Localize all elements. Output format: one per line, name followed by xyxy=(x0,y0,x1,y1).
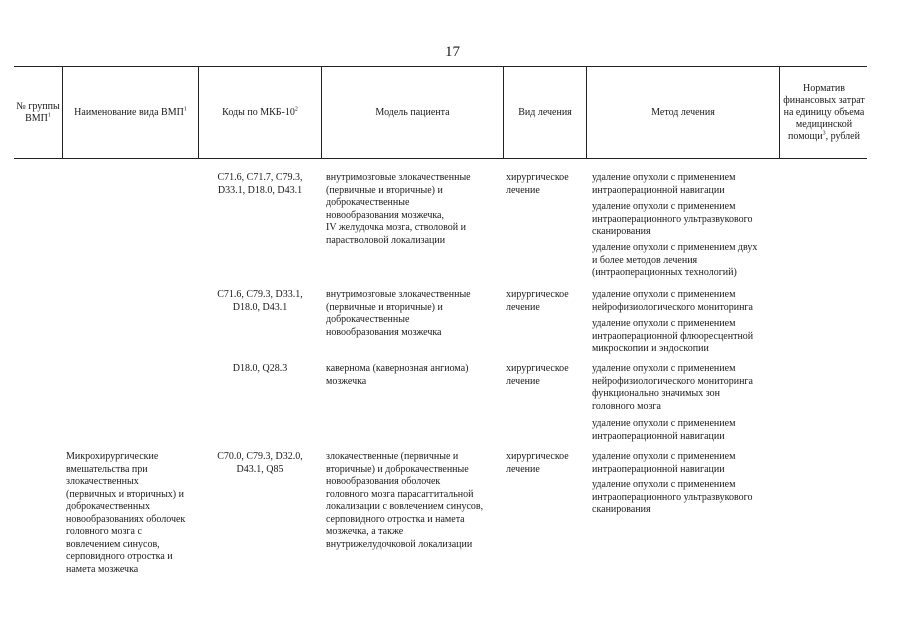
row-1-method-3: удаление опухоли с применением двух и более методов лечения (интраоперационных технологий) xyxy=(592,242,758,278)
header-treatment-type xyxy=(504,67,586,158)
header-patient-model xyxy=(322,67,503,158)
header-treatment-method-text: Метод лечения xyxy=(651,106,715,118)
row-2-method-1: удаление опухоли с применением нейрофизиологического мониторинга xyxy=(592,289,753,313)
row-4-codes: C70.0, C79.3, D32.0, D43.1, Q85 xyxy=(217,451,303,475)
row-4-model: злокачественные (первичные и вторичные) и доброкачественные новообразования оболочек головного мозга парасаггитальной локализации с вовлечением синусов, серповидного отростка и намета мозжечка, а также внутрижелудочковой локализации xyxy=(326,451,484,550)
header-treatment-type-text: Вид лечения xyxy=(518,106,572,118)
header-cost-norm-unit: , рублей xyxy=(825,130,860,142)
row-1-type: хирургическое лечение xyxy=(506,172,569,196)
header-treatment-method xyxy=(587,67,779,158)
row-1-model: внутримозговые злокачественные (первичные и вторичные) и доброкачественные новообразования мозжечка, IV желудочка мозга, стволовой и парастволовой локализации xyxy=(326,172,471,246)
footnote-marker: 1 xyxy=(183,106,187,113)
header-vmp-name-text: Наименование вида ВМП xyxy=(74,106,184,118)
row-4-vmp-name: Микрохирургические вмешательства при злокачественных (первичных и вторичных) и доброкачественных новообразованиях оболочек головного мозга с вовлечением синусов, серповидного отростка и намета мозжечка xyxy=(66,451,186,575)
row-2-type: хирургическое лечение xyxy=(506,289,569,313)
row-3-method-2: удаление опухоли с применением интраоперационной навигации xyxy=(592,418,736,442)
header-vmp-name xyxy=(63,67,198,158)
row-1-method-2: удаление опухоли с применением интраоперационного ультразвукового сканирования xyxy=(592,201,753,237)
header-mkb-codes xyxy=(199,67,321,158)
row-2-codes: C71.6, C79.3, D33.1, D18.0, D43.1 xyxy=(217,289,303,313)
header-mkb-codes-text: Коды по МКБ-10 xyxy=(222,106,295,118)
row-2-method-2: удаление опухоли с применением интраоперационной флюоресцентной микроскопии и эндоскопии xyxy=(592,318,754,354)
row-3-model: кавернома (кавернозная ангиома) мозжечка xyxy=(326,363,469,387)
row-1-method-1: удаление опухоли с применением интраоперационной навигации xyxy=(592,172,736,196)
row-4-method-1: удаление опухоли с применением интраоперационной навигации xyxy=(592,451,736,475)
row-4-method-2: удаление опухоли с применением интраоперационного ультразвукового сканирования xyxy=(592,479,753,515)
header-divider xyxy=(779,66,780,159)
header-group-number-text: № группы ВМП xyxy=(16,100,60,124)
header-patient-model-text: Модель пациента xyxy=(375,106,450,118)
row-1-codes: C71.6, C71.7, C79.3, D33.1, D18.0, D43.1 xyxy=(217,172,303,196)
row-4-type: хирургическое лечение xyxy=(506,451,569,475)
header-bottom-border xyxy=(14,158,867,159)
header-group-number xyxy=(14,67,62,158)
page-number: 17 xyxy=(445,44,460,60)
footnote-marker: 1 xyxy=(47,112,51,119)
header-cost-norm xyxy=(783,67,865,158)
row-3-method-1: удаление опухоли с применением нейрофизиологического мониторинга функционально значимых зон головного мозга xyxy=(592,363,753,412)
footnote-marker: 2 xyxy=(294,106,298,113)
footnote-marker: 3 xyxy=(822,130,826,137)
row-3-type: хирургическое лечение xyxy=(506,363,569,387)
header-cost-norm-text: Норматив финансовых затрат на единицу объема медицинской помощи xyxy=(783,82,865,142)
row-2-model: внутримозговые злокачественные (первичные и вторичные) и доброкачественные новообразования мозжечка xyxy=(326,289,471,338)
row-3-codes: D18.0, Q28.3 xyxy=(232,363,288,374)
